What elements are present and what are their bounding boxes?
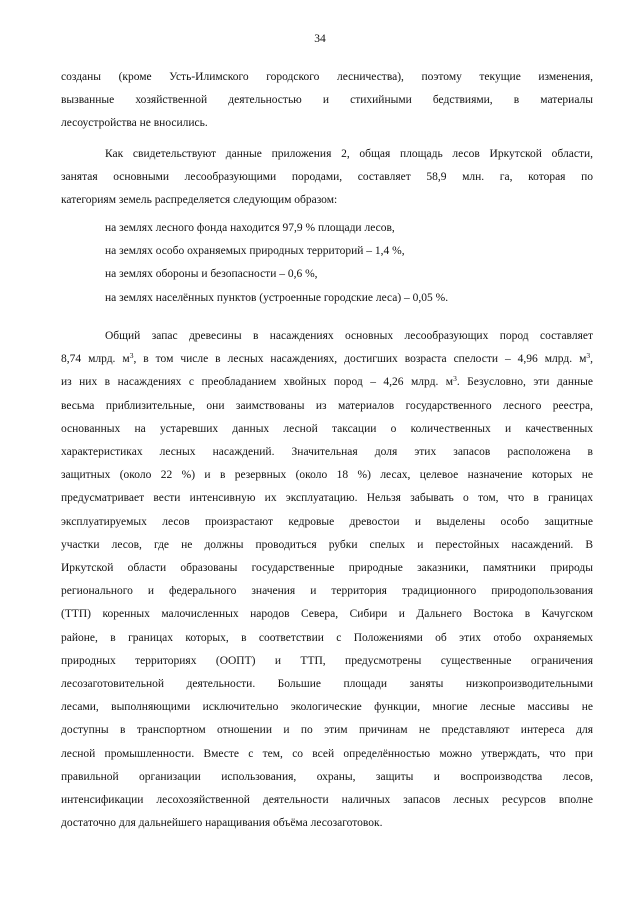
paragraph-forest-area [61,143,593,213]
text-line: эксплуатируемых лесов произрастают кедровые древостои и выделены особо защитные [61,515,593,528]
list-item: на землях лесного фонда находится 97,9 % площади лесов, [105,222,395,234]
list-item: на землях особо охраняемых природных территорий – 1,4 %, [105,245,405,258]
text-fragment: 8,74 млрд. м [61,353,130,366]
text-fragment: , [590,353,593,366]
text-line: Иркутской области образованы государственные природные заказники, памятники природы [61,562,593,575]
superscript: 3 [129,351,134,361]
text-line: созданы (кроме Усть-Илимского городского лесничества), поэтому текущие изменения, [61,71,593,83]
text-fragment: , в том числе в лесных насаждениях, достигших возраста спелости – 4,96 млрд. м [133,353,587,366]
text-fragment: . Безусловно, эти данные [456,376,593,389]
text-line: правильной организации использования, охраны, защиты и воспроизводства лесов, [61,770,593,783]
list-item: на землях обороны и безопасности – 0,6 %, [105,268,318,281]
text-line: лесоустройства не вносились. [61,117,208,130]
text-line: регионального и федерального значения и территория традиционного природопользования [61,585,593,598]
text-line: лесами, выполняющими исключительно экологические функции, многие лесные массивы не [61,701,593,714]
paragraph [61,66,593,136]
text-line: Общий запас древесины в насаждениях основных лесообразующих пород составляет [105,330,593,342]
page-number: 34 [314,33,326,45]
list-item: на землях населённых пунктов (устроенные городские леса) – 0,05 %. [105,291,449,304]
text-line [61,371,593,394]
text-line: интенсификации лесохозяйственной деятельности наличных запасов лесных ресурсов вполне [61,794,593,807]
text-line: основанных на устаревших данных лесной таксации о количественных и качественных [61,422,593,435]
text-line: характеристиках лесных насаждений. Значительная доля этих запасов расположена в [61,446,593,459]
text-line: доступны в транспортном отношении и по этим причинам не представляют интереса для [61,724,593,737]
text-line: природных территориях (ООПТ) и ТТП, предусмотрены существенные ограничения [61,654,593,667]
text-line: занятая основными лесообразующими породами, составляет 58,9 млн. га, которая по [61,171,593,184]
text-line: лесной промышленности. Вместе с тем, со всей определённостью можно утверждать, что при [61,747,593,760]
paragraph-continuation [61,66,593,136]
superscript: 3 [586,351,591,361]
text-line: участки лесов, где не должны проводиться рубки спелых и перестойных насаждений. В [61,538,593,551]
text-line: защитных (около 22 %) и в резервных (около 18 %) лесах, целевое назначение которых не [61,469,593,482]
paragraph [61,325,593,835]
land-category-list [105,217,595,310]
text-line: достаточно для дальнейшего наращивания объёма лесозаготовок. [61,817,383,830]
text-line: весьма приблизительные, они заимствованы из материалов государственного лесного реестра, [61,399,593,412]
text-fragment: из них в насаждениях с преобладанием хвойных пород – 4,26 млрд. м [61,376,454,389]
paragraph-timber-stock [61,325,593,835]
text-line: вызванные хозяйственной деятельностью и стихийными бедствиями, в материалы [61,94,593,107]
text-line: районе, в границах которых, в соответствии с Положениями об этих отобо охраняемых [61,631,593,644]
text-line [61,348,593,371]
text-line: Как свидетельствуют данные приложения 2, общая площадь лесов Иркутской области, [105,148,593,160]
paragraph [61,143,593,213]
text-line: (ТТП) коренных малочисленных народов Севера, Сибири и Дальнего Востока в Качугском [61,608,593,621]
superscript: 3 [453,374,457,384]
text-line: лесозаготовительной деятельности. Большие площади заняты низкопроизводительными [61,678,593,691]
text-line: предусматривает вести интенсивную их эксплуатацию. Нельзя забывать о том, что в границах [61,492,593,505]
text-line: категориям земель распределяется следующим образом: [61,194,338,207]
